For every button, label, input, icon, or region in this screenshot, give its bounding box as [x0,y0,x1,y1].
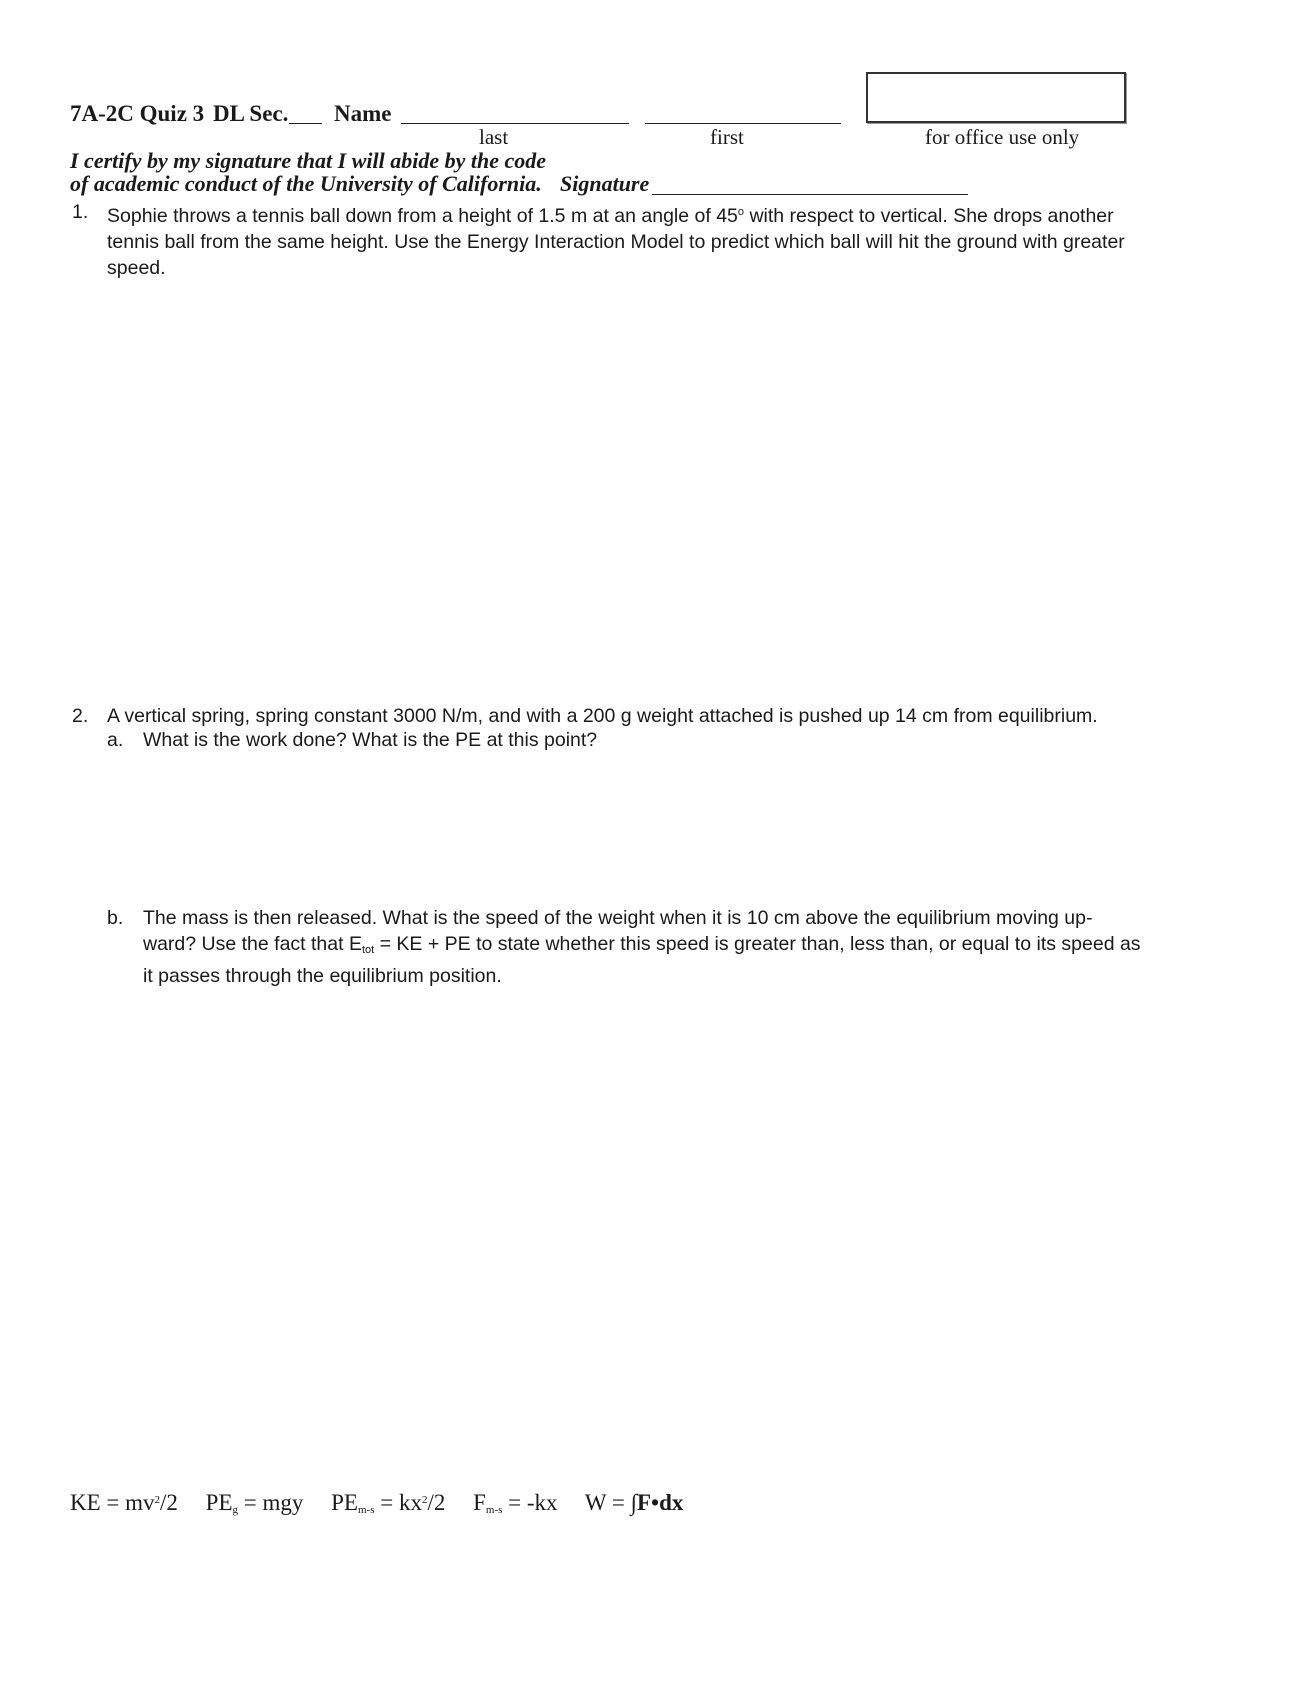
formula-pem-lhs: PE [331,1490,358,1515]
certify-line-1: I certify by my signature that I will abide by the code [70,148,547,173]
formula-ke-lhs: KE = mv [70,1490,155,1515]
question-2b-text-a: The mass is then released. What is the speed of the weight when it is 10 cm above the equilibrium moving up-ward? Use the fact that E [143,907,1093,955]
office-use-box [866,72,1126,123]
formula-pe-g [206,1490,304,1515]
office-use-label: for office use only [925,125,1080,149]
formula-fm-lhs: F [473,1490,486,1515]
question-2a-letter: a. [107,729,124,751]
formula-fm-sub: m-s [485,1504,503,1516]
dl-section-field[interactable] [289,123,322,124]
question-1-number: 1. [72,201,89,223]
certify-line-2: of academic conduct of the University of California. [70,171,542,196]
signature-label: Signature [560,171,650,196]
formula-pem-rhs2: /2 [427,1490,446,1515]
formula-peg-lhs: PE [205,1490,233,1515]
formula-w-bold: F•dx [636,1490,684,1515]
formula-ke-rhs: /2 [160,1490,178,1515]
last-label: last [479,125,509,149]
answer-space-2a[interactable] [140,760,1130,895]
name-label-text: Name [334,101,392,126]
question-2b-letter: b. [107,907,124,929]
question-1-text-b: with respect to vertical. She drops another tennis ball from the same height. Use the Energy Interaction Model to predict which ball will hit the ground with greater speed. [107,205,1125,279]
answer-space-2b[interactable] [140,985,1130,1465]
formula-f-spring [473,1490,557,1515]
question-2-text: A vertical spring, spring constant 3000 N/m, and with a 200 g weight attached is pushed up 14 cm from equilibrium. [107,705,1098,727]
first-label: first [710,125,744,149]
quiz-title-text: 7A-2C Quiz 3 [70,101,205,126]
question-2-number: 2. [72,705,89,727]
question-1-text-a: Sophie throws a tennis ball down from a height of 1.5 m at an angle of 45 [107,205,738,227]
formula-w-lhs: W = ∫ [584,1490,637,1515]
first-name-field[interactable] [645,123,841,124]
name-label [334,101,391,127]
formula-pem-sub: m-s [357,1504,375,1516]
formula-peg-rhs: = mgy [238,1490,304,1515]
dl-section-text: DL Sec. [213,101,289,126]
question-2b-text-b: = KE + PE to state whether this speed is greater than, less than, or equal to its speed as it passes through the equilibrium position. [143,933,1141,987]
answer-space-1[interactable] [70,275,1130,695]
dl-section-label [213,101,288,127]
formula-fm-rhs: = -kx [502,1490,558,1515]
etot-sub: tot [361,944,375,956]
formula-pe-spring [331,1490,445,1515]
question-1-text [107,199,1147,281]
last-name-field[interactable] [401,123,629,124]
formula-pem-rhs1: = kx [374,1490,422,1515]
formula-work [585,1490,683,1515]
formula-pem-sup: 2 [421,1494,428,1506]
formula-ke-sup: 2 [154,1494,161,1506]
quiz-title [70,101,204,127]
question-2b-text [143,905,1143,989]
signature-field[interactable] [652,194,968,195]
formula-bar [70,1490,705,1516]
formula-ke [70,1490,178,1515]
degree-sup: o [737,206,745,218]
question-2a-text: What is the work done? What is the PE at this point? [143,729,598,751]
formula-peg-sub: g [232,1504,239,1516]
